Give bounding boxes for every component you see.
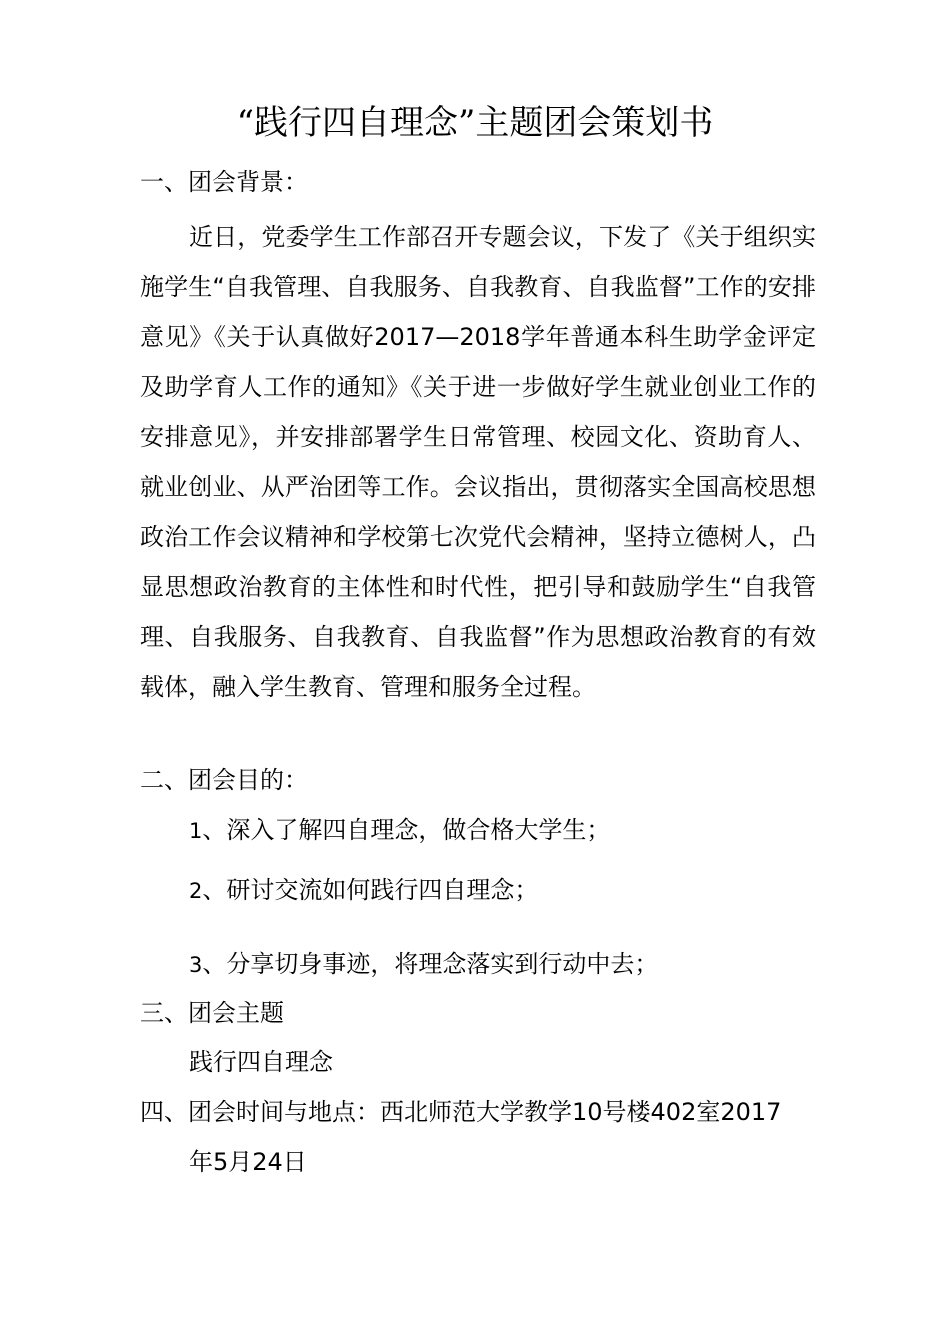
purpose-item-1: [189, 812, 869, 849]
purpose-item-text: 、研讨交流如何践行四自理念；: [202, 876, 539, 904]
section-heading-time-place: 四、团会时间与地点：西北师范大学教学10号楼402室2017: [140, 1098, 782, 1126]
background-paragraph: 近日，党委学生工作部召开专题会议，下发了《关于组织实施学生“自我管理、自我服务、自我教育、自我监督”工作的安排意见》《关于认真做好2017—2018学年普通本科生助学金评定及助学育人工作的通知》《关于进一步做好学生就业创业工作的安排意见》，并安排部署学生日常管理、校园文化、资助育人、就业创业、从严治团等工作。会议指出，贯彻落实全国高校思想政治工作会议精神和学校第七次党代会精神，坚持立德树人，凸显思想政治教育的主体性和时代性，把引导和鼓励学生“自我管理、自我服务、自我教育、自我监督”作为思想政治教育的有效载体，融入学生教育、管理和服务全过程。: [140, 223, 816, 701]
time-place-continuation: 年5月24日: [189, 1148, 307, 1176]
purpose-item-text: 、深入了解四自理念，做合格大学生；: [202, 816, 611, 844]
purpose-item-2: [189, 872, 869, 909]
section-heading-purpose: 二、团会目的：: [140, 766, 308, 794]
section-heading-background: 一、团会背景：: [140, 168, 308, 196]
purpose-item-number: 3: [189, 953, 203, 977]
document-title: “践行四自理念”主题团会策划书: [236, 103, 714, 143]
purpose-item-number: 1: [189, 819, 203, 843]
theme-content: 践行四自理念: [189, 1048, 333, 1076]
section-heading-theme: 三、团会主题: [140, 999, 284, 1027]
purpose-item-3: [189, 946, 869, 983]
purpose-item-text: 、分享切身事迹，将理念落实到行动中去；: [202, 950, 659, 978]
purpose-item-number: 2: [189, 879, 203, 903]
